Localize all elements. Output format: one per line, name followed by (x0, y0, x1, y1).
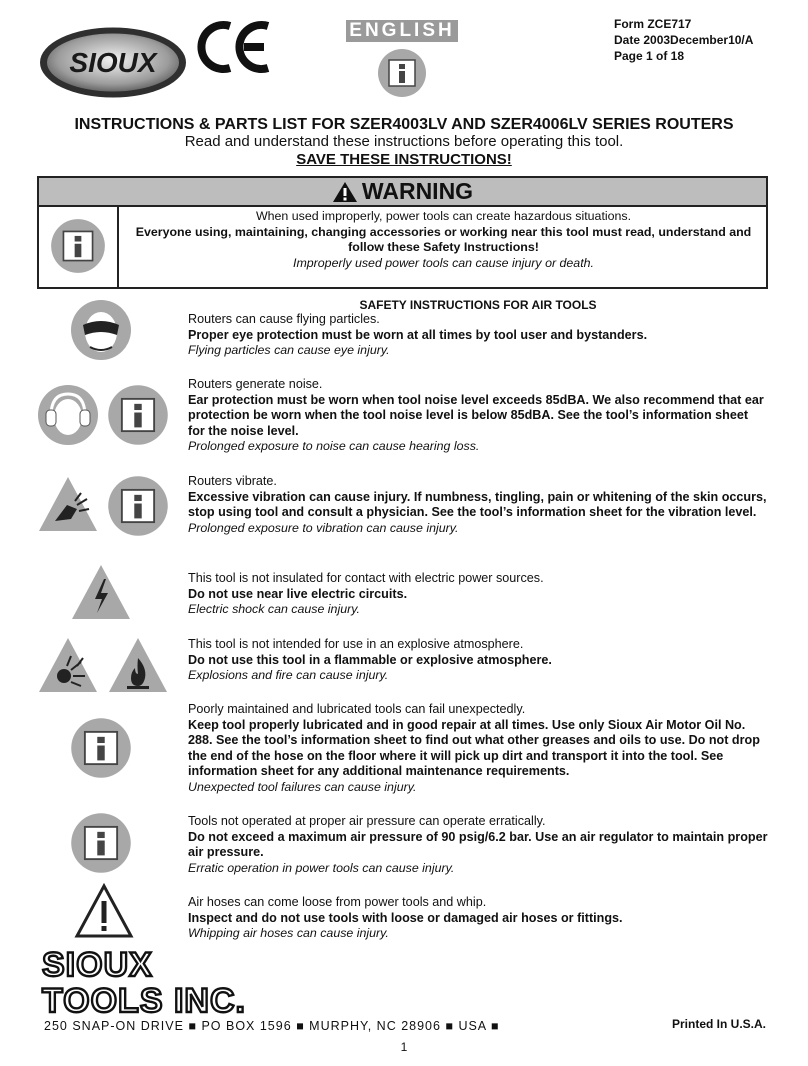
read-manual-icon (50, 218, 106, 274)
form-info (614, 16, 753, 64)
section-instruction: Inspect and do not use tools with loose or damaged air hoses or fittings. (188, 910, 623, 925)
safety-section-vibration (188, 474, 768, 536)
eye-protection-icon (70, 299, 132, 361)
section-instruction: Proper eye protection must be worn at all times by tool user and bystanders. (188, 327, 648, 342)
section-consequence: Prolonged exposure to noise can cause hearing loss. (188, 439, 480, 454)
ce-mark-icon (196, 18, 274, 76)
company-address: 250 SNAP-ON DRIVE ■ PO BOX 1596 ■ MURPHY, NC 28906 ■ USA ■ (44, 1019, 500, 1033)
warning-box (37, 176, 768, 289)
sioux-logo (38, 25, 188, 100)
page-title: INSTRUCTIONS & PARTS LIST FOR SZER4003LV AND SZER4006LV SERIES ROUTERS (74, 116, 734, 133)
language-label: ENGLISH (346, 20, 458, 42)
section-lead: Routers can cause flying particles. (188, 312, 380, 326)
warning-triangle-icon (332, 181, 358, 203)
warning-heading: WARNING (361, 178, 474, 204)
section-lead: Tools not operated at proper air pressure can operate erratically. (188, 814, 546, 828)
printed-in: Printed In U.S.A. (672, 1017, 767, 1031)
sioux-tools-logo (40, 944, 300, 1016)
read-manual-icon (107, 475, 169, 537)
logo-line-2: TOOLS INC. (42, 982, 246, 1016)
electric-shock-icon (70, 563, 132, 621)
safety-section-explosive (188, 637, 768, 684)
safety-section-noise (188, 377, 768, 455)
warning-header (39, 178, 766, 207)
section-lead: Routers generate noise. (188, 377, 323, 391)
general-warning-icon (74, 883, 134, 939)
warning-line-1: When used improperly, power tools can create hazardous situations. (255, 209, 632, 223)
section-lead: Routers vibrate. (188, 474, 277, 488)
safety-title: SAFETY INSTRUCTIONS FOR AIR TOOLS (359, 298, 597, 312)
section-consequence: Whipping air hoses can cause injury. (188, 926, 389, 941)
section-instruction: Excessive vibration can cause injury. If numbness, tingling, pain or whitening of the skin occurs, stop using tool and consult a physician. See the tool’s information sheet for the vibration level. (188, 489, 767, 520)
read-manual-icon (70, 812, 132, 874)
ear-protection-icon (37, 384, 99, 446)
section-consequence: Erratic operation in power tools can cause injury. (188, 860, 455, 875)
section-consequence: Flying particles can cause eye injury. (188, 343, 390, 358)
section-instruction: Ear protection must be worn when tool noise level exceeds 85dBA. We also recommend that ear protection be worn when the tool noise level is below 85dBA. See the tool’s information sheet for the noise level. (188, 392, 764, 438)
section-instruction: Do not use this tool in a flammable or explosive atmosphere. (188, 652, 552, 667)
logo-text: SIOUX (69, 47, 157, 78)
section-instruction: Keep tool properly lubricated and in good repair at all times. Use only Sioux Air Motor Oil No. 288. See the tool’s information sheet to find out what other greases and oils to use. Do not drop the end of the hose on the floor where it will pick up dirt and transport it into the tool. See information sheet for any additional maintenance requirements. (188, 717, 760, 779)
section-instruction: Do not use near live electric circuits. (188, 586, 408, 601)
section-lead: Air hoses can come loose from power tools and whip. (188, 895, 487, 909)
logo-line-1: SIOUX (42, 946, 153, 984)
save-instructions: SAVE THESE INSTRUCTIONS! (296, 151, 512, 168)
safety-section-electric (188, 571, 768, 618)
fire-hazard-icon (107, 636, 169, 694)
page-subtitle: Read and understand these instructions before operating this tool. (184, 133, 624, 150)
safety-section-eye (188, 312, 768, 359)
section-lead: This tool is not insulated for contact with electric power sources. (188, 571, 544, 585)
page-number: 1 (400, 1040, 408, 1054)
safety-section-hoses (188, 895, 768, 942)
read-manual-icon (70, 717, 132, 779)
read-manual-icon (107, 384, 169, 446)
read-manual-icon (377, 48, 427, 98)
explosion-hazard-icon (37, 636, 99, 694)
form-number: Form ZCE717 (614, 17, 692, 31)
section-lead: This tool is not intended for use in an explosive atmosphere. (188, 637, 524, 651)
warning-line-2: Everyone using, maintaining, changing accessories or working near this tool must read, understand and follow these Safety Instructions! (135, 224, 752, 254)
safety-section-maintenance (188, 702, 768, 796)
section-consequence: Electric shock can cause injury. (188, 602, 360, 617)
section-consequence: Explosions and fire can cause injury. (188, 668, 389, 683)
section-lead: Poorly maintained and lubricated tools can fail unexpectedly. (188, 702, 526, 716)
section-consequence: Prolonged exposure to vibration can cause injury. (188, 520, 459, 535)
warning-line-3: Improperly used power tools can cause injury or death. (293, 255, 594, 270)
warning-text (121, 209, 766, 271)
form-date: Date 2003December10/A (614, 33, 754, 47)
warning-icon-cell (39, 207, 119, 287)
section-consequence: Unexpected tool failures can cause injury. (188, 779, 417, 794)
section-instruction: Do not exceed a maximum air pressure of 90 psig/6.2 bar. Use an air regulator to maintain proper air pressure. (188, 829, 768, 860)
safety-section-pressure (188, 814, 768, 876)
form-page: Page 1 of 18 (614, 49, 685, 63)
vibration-hazard-icon (37, 475, 99, 533)
